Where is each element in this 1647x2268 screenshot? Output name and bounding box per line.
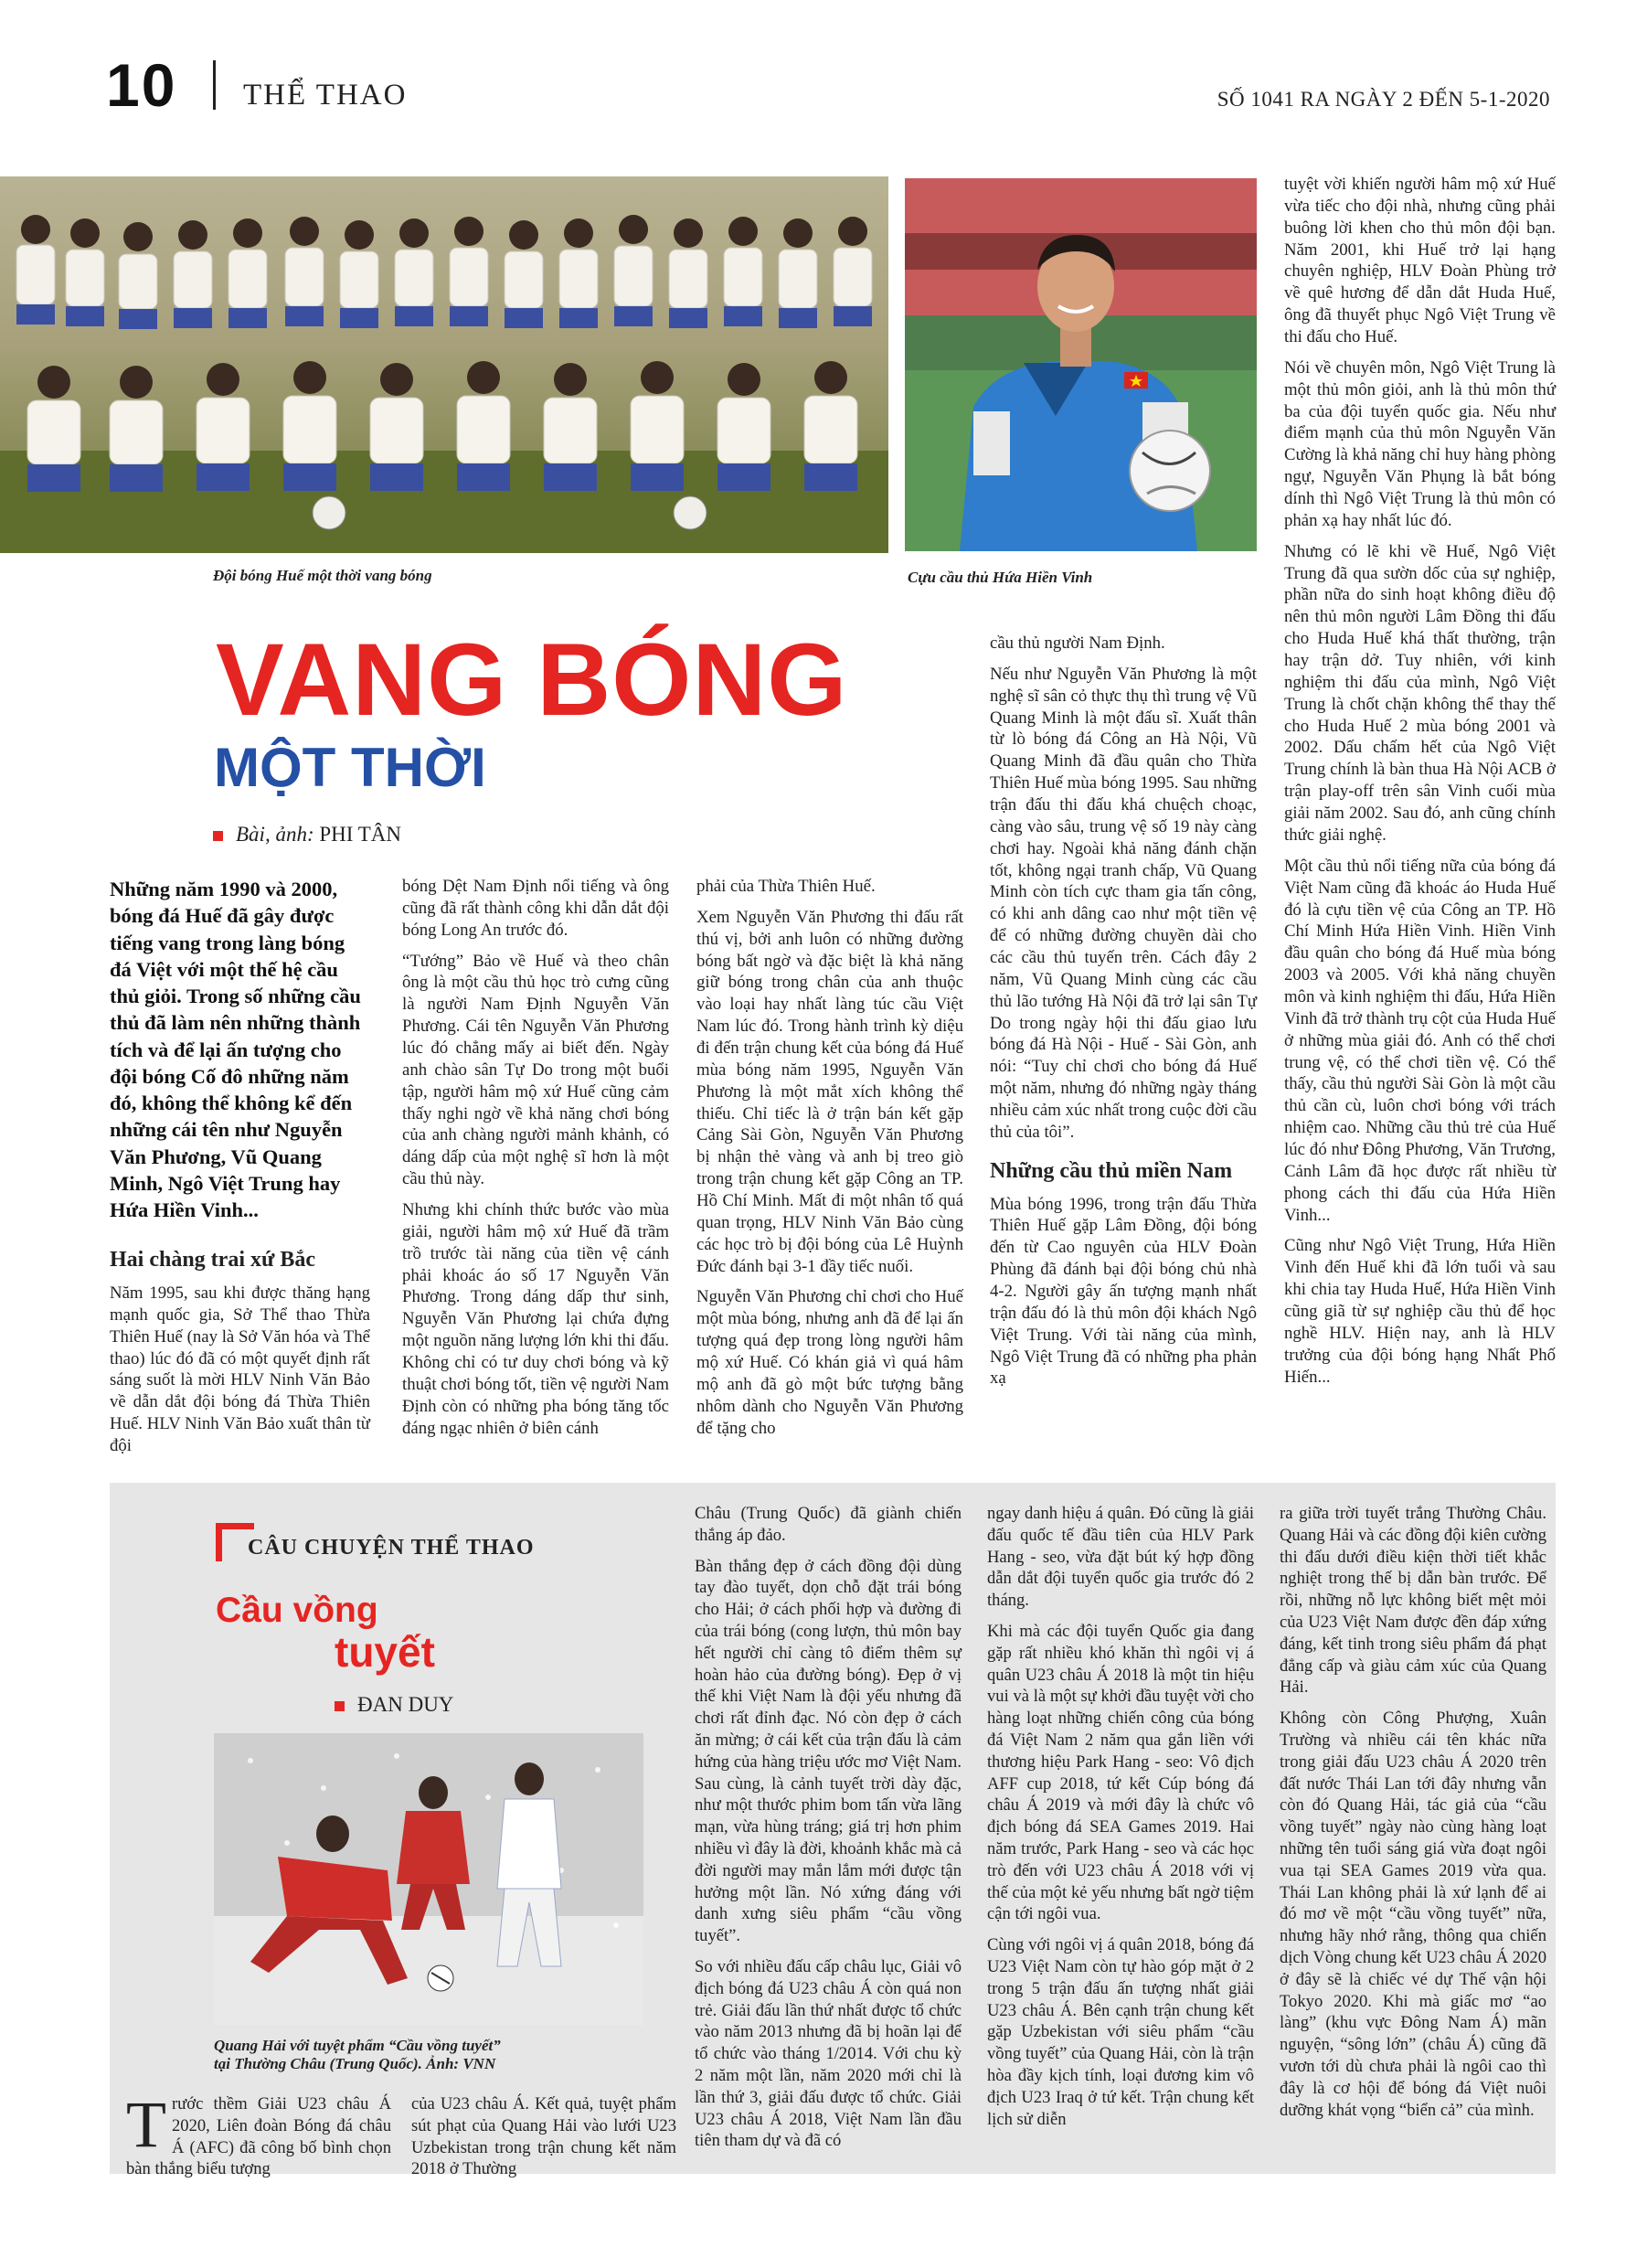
paragraph: Nguyễn Văn Phương chỉ chơi cho Huế một mùa bóng, nhưng anh đã để lại ấn tượng quá đẹp trong lòng người hâm mộ xứ Huế. Có khán giả vì quá hâm mộ anh đã gò một bức tượng bằng nhôm dành cho Nguyễn Văn Phương để tặng cho bbox=[696, 1287, 963, 1438]
snow-photo-caption bbox=[214, 2037, 501, 2074]
article-col-1 bbox=[110, 876, 370, 1466]
snow-photo bbox=[214, 1733, 643, 2026]
paragraph: tuyệt vời khiến người hâm mộ xứ Huế vừa tiếc cho đội nhà, nhưng cũng phải buông lời khen cho thủ môn đội bạn. Năm 2001, khi Huế trở lại hạng chuyên nghiệp, HLV Đoàn Phùng trở về quê hương để dẫn dắt Huda Huế, ông đã thuyết phục Ngô Việt Trung về thi đấu cho Huế. bbox=[1284, 175, 1556, 347]
caption-line: Quang Hải với tuyệt phẩm “Cầu vồng tuyết” bbox=[214, 2037, 501, 2054]
article-col-4 bbox=[990, 633, 1257, 1399]
paragraph: cầu thủ người Nam Định. bbox=[990, 634, 1165, 653]
sidebar-col-3 bbox=[695, 1503, 962, 2161]
article-col-2 bbox=[402, 876, 669, 1448]
section-title: THỂ THAO bbox=[243, 79, 408, 112]
sidebar-title: Cầu vồng bbox=[216, 1591, 378, 1630]
sidebar-label: CÂU CHUYỆN THỂ THAO bbox=[248, 1536, 535, 1560]
paragraph: Không còn Công Phượng, Xuân Trường và nhiều cái tên khác nữa trong giải đấu U23 châu Á 2020 trên đất nước Thái Lan tới đây nhưng vẫn còn đó Quang Hải, tác giả của “cầu vồng tuyết” ngày nào cùng hàng loạt những tên tuổi sáng giá vừa đoạt ngôi vua tại SEA Games 2019 vừa qua. Thái Lan không phải là xứ lạnh để ai đó mơ về một “cầu vồng tuyết” nữa, nhưng hãy nhớ rằng, thông qua chiến dịch Vòng chung kết U23 châu Á 2020 ở đây sẽ là chiếc vé dự Thế vận hội Tokyo 2020. Khi mà giấc mơ “ao làng” (khu vực Đông Nam Á) mãn nguyện, “sông lớn” (châu Á) cũng đã vươn tới dù chưa phải là ngôi cao thì đây là cơ hội để bóng đá Việt nuôi dưỡng khát vọng “biển cả” của mình. bbox=[1280, 1709, 1546, 2120]
drop-cap: T bbox=[126, 2088, 166, 2161]
paragraph: Nói về chuyên môn, Ngô Việt Trung là một thủ môn giỏi, anh là thủ môn thứ ba của đội tuyển quốc gia. Nếu như điểm mạnh của thủ môn Nguyễn Văn Cường là khả năng chỉ huy hàng phòng ngự, Nguyễn Văn Phụng là bắt bóng dính thì Ngô Việt Trung là thủ môn có phản xạ hay nhất lúc đó. bbox=[1284, 357, 1556, 530]
coach-photo bbox=[905, 178, 1257, 551]
sidebar-col-4 bbox=[987, 1503, 1254, 2139]
byline-marker bbox=[335, 1701, 345, 1711]
article-subtitle: MỘT THỜI bbox=[214, 737, 486, 798]
paragraph: Bàn thắng đẹp ở cách đồng đội dùng tay đào tuyết, dọn chỗ đặt trái bóng cho Hải; ở cách phối hợp và đường đi của trái bóng (cong lượn, thủ môn bay hết người chỉ càng tô điểm thêm sự hoàn hảo của đường bóng). Đẹp ở vị thế khi Việt Nam là đội yếu nhưng đã chơi rất đỉnh đạc. Nó còn đẹp ở cách ăn mừng; ở cái kết của trận đấu là cảm hứng của hàng triệu ước mơ Việt Nam. Sau cùng, là cảnh tuyết trời dày đặc, như một thước phim bom tấn vừa lãng mạn, vừa hùng tráng; giá trị hơn phim nhiều vì đây là đời, khoảnh khắc mà cả đời người may mắn lắm mới được tận hưởng một lần. Nó xứng đáng với danh xưng siêu phẩm “cầu vồng tuyết”. bbox=[695, 1556, 962, 1946]
paragraph: phải của Thừa Thiên Huế. bbox=[696, 877, 876, 896]
team-photo bbox=[0, 176, 888, 553]
byline-label: Bài, ảnh: bbox=[236, 823, 314, 846]
coach-photo-caption: Cựu cầu thủ Hứa Hiền Vinh bbox=[908, 569, 1093, 586]
paragraph: Nhưng khi chính thức bước vào mùa giải, người hâm mộ xứ Huế đã trầm trồ trước tài năng của tiền vệ cánh phải khoác áo số 17 Nguyễn Văn Phương. Trong dáng dấp thư sinh, Nguyễn Văn Phương lại chứa đựng một nguồn năng lượng lớn khi thi đấu. Không chỉ có tư duy chơi bóng và kỹ thuật chơi bóng tốt, tiền vệ người Nam Định còn có những pha bóng tăng tốc đáng ngạc nhiên ở biên cánh bbox=[402, 1200, 669, 1438]
sidebar-col-2 bbox=[411, 2093, 676, 2189]
article-title: VANG BÓNG bbox=[216, 623, 848, 737]
byline-marker bbox=[213, 831, 223, 841]
paragraph: Mùa bóng 1996, trong trận đấu Thừa Thiên Huế gặp Lâm Đồng, đội bóng đến từ Cao nguyên của HLV Đoàn Phùng đã đánh bại đội bóng chủ nhà 4-2. Người gây ấn tượng mạnh nhất trận đấu đó là thủ môn đội khách Ngô Việt Trung. Với tài năng của mình, Ngô Việt Trung đã có những pha phản xạ bbox=[990, 1194, 1257, 1389]
paragraph: Nếu như Nguyễn Văn Phương là một nghệ sĩ sân cỏ thực thụ thì trung vệ Vũ Quang Minh là một đấu sĩ. Xuất thân từ lò bóng đá Công an Hà Nội, Vũ Quang Minh đã đầu quân cho Thừa Thiên Huế mùa bóng 1995. Sau những trận đấu thi đấu khá chuệch choạc, càng vào sâu, trung vệ số 19 này càng chơi hay. Ngoài khả năng đánh chặn tốt, không ngại tranh chấp, Vũ Quang Minh còn tích cực tham gia tấn công, có khi anh dâng cao như một tiền vệ để có những đường chuyền dài cho các cầu thủ tuyến trên. Cách đây 2 năm, Vũ Quang Minh cùng các cầu thủ lão tướng Hà Nội đã trở lại sân Tự Do trong ngày hội thi đấu giao lưu bóng đá Hà Nội - Huế - Sài Gòn, anh nói: “Tuy chỉ chơi cho bóng đá Huế một năm, nhưng đó những ngày tháng nhiều cảm xúc nhất trong cuộc đời cầu thủ của tôi”. bbox=[990, 664, 1257, 1142]
paragraph: của U23 châu Á. Kết quả, tuyệt phẩm sút phạt của Quang Hải vào lưới U23 Uzbekistan trong trận chung kết năm 2018 ở Thường bbox=[411, 2094, 676, 2179]
paragraph: So với nhiều đấu cấp châu lục, Giải vô địch bóng đá U23 châu Á còn quá non trẻ. Giải đấu lần thứ nhất được tổ chức vào năm 2013 nhưng đã bị hoãn lại để tổ chức vào tháng 1/2014. Với chu kỳ 2 năm một lần, năm 2020 mới chỉ là lần thứ 3, giải đấu được tổ chức. Giải U23 châu Á 2018, Việt Nam lần đầu tiên tham dự và đã có bbox=[695, 1956, 962, 2151]
article-col-3 bbox=[696, 876, 963, 1448]
article-heading-1: Hai chàng trai xứ Bắc bbox=[110, 1248, 316, 1272]
sidebar-col-1 bbox=[126, 2088, 391, 2189]
sidebar-byline bbox=[335, 1693, 453, 1717]
paragraph: ngay danh hiệu á quân. Đó cũng là giải đấu quốc tế đầu tiên của HLV Park Hang - seo, vừa đặt bút ký hợp đồng dẫn dắt đội tuyển quốc gia trước đó 2 tháng. bbox=[987, 1504, 1254, 1611]
byline-author: PHI TÂN bbox=[319, 823, 402, 846]
article-col-5 bbox=[1284, 174, 1556, 1397]
sidebar-title-2: tuyết bbox=[335, 1628, 435, 1676]
paragraph: Nhưng có lẽ khi về Huế, Ngô Việt Trung đã qua sườn dốc của sự nghiệp, phần nữa do sinh hoạt không điều độ nên thủ môn người Lâm Đồng thi đấu cho Huda Huế khá thất thường, trận hay trận dở. Tuy nhiên, với kinh nghiệm thi đấu của mình, Ngô Việt Trung là chốt chặn không thể thay thế cho Huda Huế 2 mùa bóng 2001 và 2002. Dấu chấm hết của Ngô Việt Trung chính là bàn thua Hà Nội ACB ở trận play-off trên sân Vinh cuối mùa giải năm 2002. Sau đó, anh cũng chính thức giải nghệ. bbox=[1284, 541, 1556, 845]
paragraph: “Tướng” Bảo về Huế và theo chân ông là một cầu thủ học trò cưng cũng là người Nam Định Nguyễn Văn Phương. Cái tên Nguyễn Văn Phương lúc đó chẳng mấy ai biết đến. Ngày anh chào sân Tự Do trong một buổi tập, người hâm mộ xứ Huế cũng cảm thấy nghi ngờ về khả năng chơi bóng của anh chàng người mảnh khảnh, có dáng dấp của một nghệ sĩ hơn là một cầu thủ này. bbox=[402, 951, 669, 1189]
sidebar-col-5 bbox=[1280, 1503, 1546, 2130]
paragraph: Năm 1995, sau khi được thăng hạng mạnh quốc gia, Sở Thể thao Thừa Thiên Huế (nay là Sở Văn hóa và Thể thao) lúc đó đã có một quyết định rất sáng suốt là mời HLV Ninh Văn Bảo về dẫn dắt đội bóng đá Thừa Thiên Huế. HLV Ninh Văn Bảo xuất thân từ đội bbox=[110, 1283, 370, 1456]
team-photo-caption: Đội bóng Huế một thời vang bóng bbox=[213, 567, 432, 584]
paragraph: Cùng với ngôi vị á quân 2018, bóng đá U23 Việt Nam còn tự hào góp mặt ở 2 trong 5 trận đấu ấn tượng nhất giải U23 châu Á. Bên cạnh trận chung kết gặp Uzbekistan với siêu phẩm “cầu vồng tuyết” của Quang Hải, còn là trận hòa đầy kịch tính, loại đương kim vô địch U23 Iraq ở tứ kết. Trận chung kết lịch sử diễn bbox=[987, 1935, 1254, 2129]
sidebar-author: ĐAN DUY bbox=[357, 1693, 454, 1716]
paragraph: Châu (Trung Quốc) đã giành chiến thắng áp đảo. bbox=[695, 1504, 962, 1545]
caption-line: tại Thường Châu (Trung Quốc). Ảnh: VNN bbox=[214, 2055, 496, 2073]
page-number: 10 bbox=[106, 51, 177, 119]
article-heading-2: Những cầu thủ miền Nam bbox=[990, 1158, 1233, 1183]
paragraph: Khi mà các đội tuyển Quốc gia đang gặp rất nhiều khó khăn thì ngôi vị á quân U23 châu Á 2018 là một tin hiệu vui và là một sự khởi đầu tuyệt vời cho hàng loạt những chiến công của bóng đá Việt Nam 2 năm qua gắn liền với thương hiệu Park Hang - seo: Vô địch AFF cup 2018, tứ kết Cúp bóng đá châu Á 2019 và mới đây là chức vô địch bóng đá SEA Games 2019. Hai năm trước, Park Hang - seo và các học trò đến với U23 châu Á 2018 với vị thế của một kẻ yếu nhưng bất ngờ tiệm cận tới ngôi vua. bbox=[987, 1621, 1254, 1924]
issue-info: SỐ 1041 RA NGÀY 2 ĐẾN 5-1-2020 bbox=[1217, 88, 1550, 111]
paragraph: Cũng như Ngô Việt Trung, Hứa Hiền Vinh đến Huế khi đã lớn tuổi và sau khi chia tay Huda Huế, Hứa Hiền Vinh cũng giã từ sự nghiệp cầu thủ để học nghề HLV. Hiện nay, anh là HLV trưởng của đội bóng hạng Nhất Phố Hiến... bbox=[1284, 1236, 1556, 1387]
paragraph: Một cầu thủ nổi tiếng nữa của bóng đá Việt Nam cũng đã khoác áo Huda Huế đó là cựu tiền vệ của Công an TP. Hồ Chí Minh Hứa Hiền Vinh. Hiền Vinh đầu quân cho bóng đá Huế mùa bóng 2003 và 2005. Với khả năng chuyền môn và kinh nghiệm thi đấu, Hứa Hiền Vinh đã trở thành trụ cột của Huda Huế ở những mùa giải đó. Anh có thể chơi trung vệ, có thể chơi tiền vệ. Có thể thấy, cầu thủ người Sài Gòn là một cầu thủ cần cù, luôn chơi bóng với trách nhiệm cao. Những cầu thủ trẻ của Huế lúc đó như Đông Phương, Văn Trương, Cảnh Lâm đã học được rất nhiều từ phong cách thi đấu của Hứa Hiền Vinh... bbox=[1284, 856, 1556, 1225]
paragraph: bóng Dệt Nam Định nổi tiếng và ông cũng đã rất thành công khi dẫn dắt đội bóng Long An trước đó. bbox=[402, 877, 669, 940]
header-divider bbox=[213, 60, 216, 110]
article-lead: Những năm 1990 và 2000, bóng đá Huế đã gây được tiếng vang trong làng bóng đá Việt với một thế hệ cầu thủ giỏi. Trong số những cầu thủ đã làm nên những thành tích và để lại ấn tượng cho đội bóng Cố đô những năm đó, không thể không kể đến những cái tên như Nguyễn Văn Phương, Vũ Quang Minh, Ngô Việt Trung hay Hứa Hiền Vinh... bbox=[110, 878, 361, 1221]
paragraph bbox=[126, 2088, 391, 2180]
paragraph: ra giữa trời tuyết trắng Thường Châu. Quang Hải và các đồng đội kiên cường thi đấu dưới điều kiện thời tiết khắc nghiệt trong thế bị dẫn bàn trước. Để rồi, những nỗ lực không biết mệt mỏi của U23 Việt Nam được đền đáp xứng đáng, kết tinh trong siêu phẩm đá phạt đẳng cấp và giàu cảm xúc của Quang Hải. bbox=[1280, 1504, 1546, 1698]
paragraph: Xem Nguyễn Văn Phương thi đấu rất thú vị, bởi anh luôn có những đường bóng bất ngờ và đặc biệt là khả năng giữ bóng trong chân của anh thuộc vào loại hay nhất làng túc cầu Việt Nam lúc đó. Trong hành trình kỳ diệu đi đến trận chung kết của bóng đá Huế mùa bóng năm 1995, Nguyễn Văn Phương là một mắt xích không thể thiếu. Chỉ tiếc là ở trận bán kết gặp Cảng Sài Gòn, Nguyễn Văn Phương bị nhận thẻ vàng và anh bị treo giò trong trận chung kết gặp Công an TP. Hồ Chí Minh. Mất đi một nhân tố quá quan trọng, HLV Ninh Văn Bảo cùng các học trò bị đội bóng của Lê Huỳnh Đức đánh bại 3-1 đầy tiếc nuối. bbox=[696, 907, 963, 1276]
article-byline bbox=[213, 823, 401, 847]
paragraph-text: rước thềm Giải U23 châu Á 2020, Liên đoàn Bóng đá châu Á (AFC) đã công bố bình chọn bàn thắng biểu tượng bbox=[126, 2094, 391, 2179]
